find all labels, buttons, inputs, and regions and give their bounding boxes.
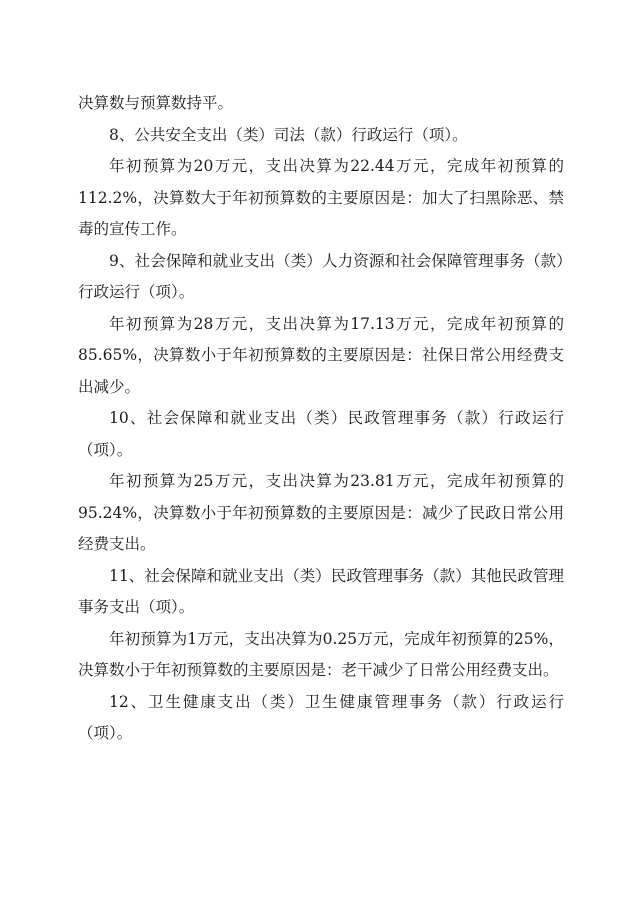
paragraph-budget-9: 年初预算为28万元，支出决算为17.13万元，完成年初预算的85.65%，决算数小于年初预算数的主要原因是：社保日常公用经费支出减少。 (78, 314, 564, 396)
section-heading-9: 9、社会保障和就业支出（类）人力资源和社会保障管理事务（款）行政运行（项）。 (78, 251, 564, 301)
section-heading-10: 10、社会保障和就业支出（类）民政管理事务（款）行政运行（项）。 (78, 409, 564, 459)
paragraph-budget-8: 年初预算为20万元，支出决算为22.44万元，完成年初预算的112.2%，决算数大于年初预算数的主要原因是：加大了扫黑除恶、禁毒的宣传工作。 (78, 157, 564, 238)
document-body (78, 88, 564, 750)
paragraph-budget-10: 年初预算为25万元，支出决算为23.81万元，完成年初预算的95.24%，决算数小于年初预算数的主要原因是：减少了民政日常公用经费支出。 (78, 472, 564, 553)
paragraph-continuation: 决算数与预算数持平。 (78, 94, 234, 112)
section-heading-11: 11、社会保障和就业支出（类）民政管理事务（款）其他民政管理事务支出（项）。 (78, 566, 564, 616)
paragraph-budget-11: 年初预算为1万元，支出决算为0.25万元，完成年初预算的25%，决算数小于年初预算数的主要原因是：老干减少了日常公用经费支出。 (78, 629, 564, 679)
section-heading-8: 8、公共安全支出（类）司法（款）行政运行（项）。 (109, 125, 468, 144)
section-heading-12: 12、卫生健康支出（类）卫生健康管理事务（款）行政运行（项）。 (78, 692, 564, 742)
